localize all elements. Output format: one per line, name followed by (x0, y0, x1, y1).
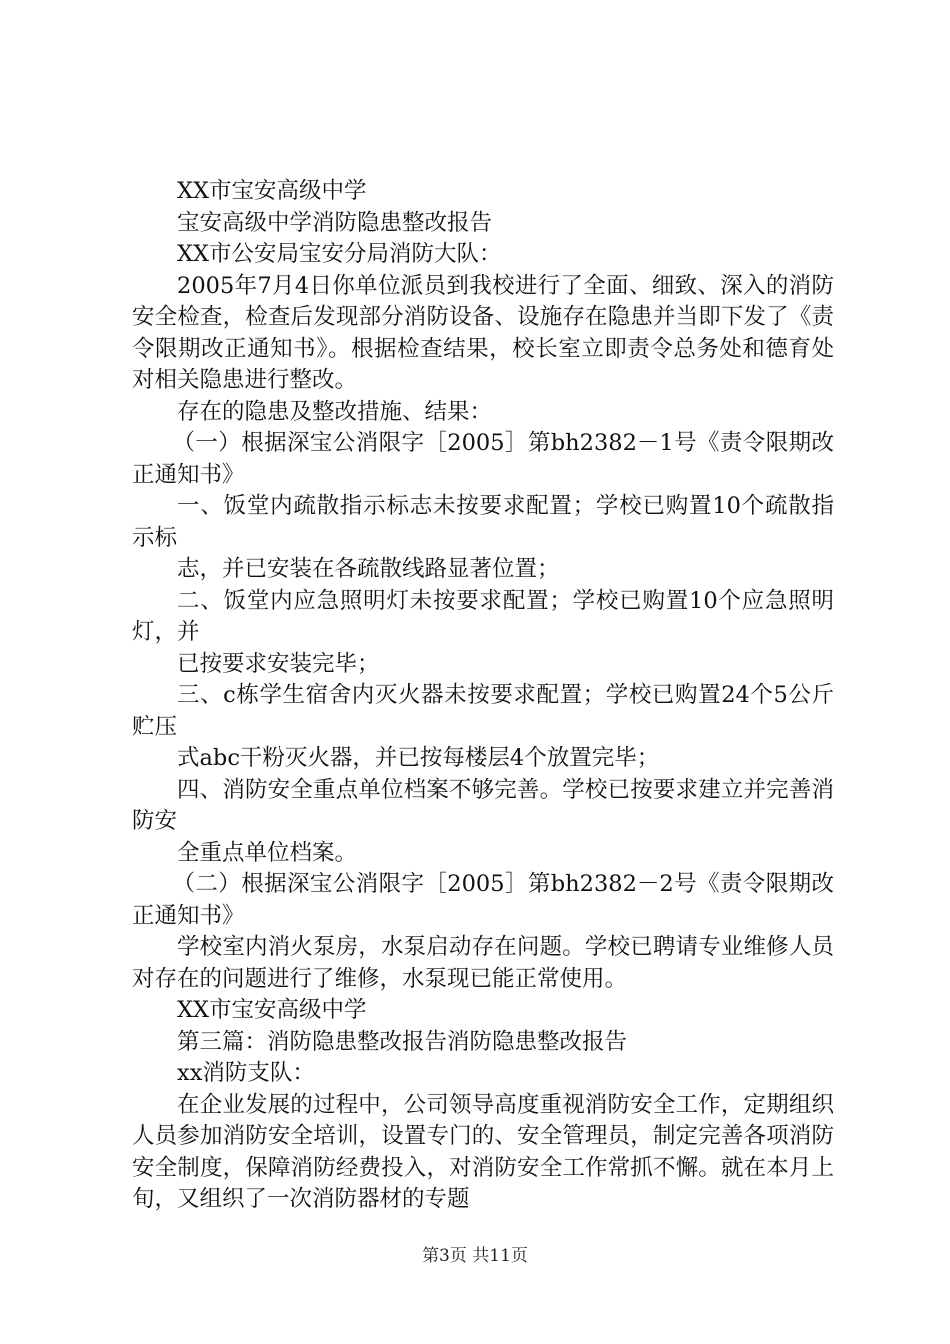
report-title: 宝安高级中学消防隐患整改报告 (177, 209, 493, 236)
addressee: XX市公安局宝安分局消防大队： (177, 241, 502, 267)
item-1-line-1: 一、饭堂内疏散指示标志未按要求配置；学校已购置10个疏散指示标 (132, 493, 834, 551)
item-3-line-2: 式abc干粉灭火器，并已按每楼层4个放置完毕； (177, 745, 660, 771)
school-name: XX市宝安高级中学 (177, 178, 367, 204)
item-3-line-1: 三、c栋学生宿舍内灭火器未按要求配置；学校已购置24个5公斤贮压 (132, 682, 834, 740)
paragraph-notice-2: （二）根据深宝公消限字［2005］第bh2382－2号《责令限期改正通知书》 (132, 871, 834, 929)
paragraph-pump-room: 学校室内消火泵房，水泵启动存在问题。学校已聘请专业维修人员对存在的问题进行了维修，水泵现已能正常使用。 (132, 934, 834, 992)
item-4-line-2: 全重点单位档案。 (177, 839, 358, 866)
paragraph-inspection: 2005年7月4日你单位派员到我校进行了全面、细致、深入的消防安全检查，检查后发现部分消防设备、设施存在隐患并当即下发了《责令限期改正通知书》。根据检查结果，校长室立即责令总务处和德育处对相关隐患进行整改。 (132, 272, 834, 393)
item-4-line-1: 四、消防安全重点单位档案不够完善。学校已按要求建立并完善消防安 (132, 776, 834, 834)
addressee-fire-brigade: xx消防支队： (177, 1060, 315, 1086)
paragraph-hazards-heading: 存在的隐患及整改措施、结果： (177, 398, 493, 425)
document-body (132, 176, 834, 1216)
item-1-line-2: 志，并已安装在各疏散线路显著位置； (177, 556, 560, 582)
signature-school-name: XX市宝安高级中学 (177, 997, 367, 1023)
paragraph-company-safety: 在企业发展的过程中，公司领导高度重视消防安全工作，定期组织人员参加消防安全培训，设置专门的、安全管理员，制定完善各项消防安全制度，保障消防经费投入，对消防安全工作常抓不懈。就在本月上旬，又组织了一次消防器材的专题 (132, 1091, 834, 1212)
item-2-line-2: 已按要求安装完毕； (177, 650, 380, 677)
section-three-title: 第三篇：消防隐患整改报告消防隐患整改报告 (177, 1028, 628, 1055)
page-footer: 第3页 共11页 (422, 1246, 528, 1266)
paragraph-notice-1: （一）根据深宝公消限字［2005］第bh2382－1号《责令限期改正通知书》 (132, 430, 834, 488)
item-2-line-1: 二、饭堂内应急照明灯未按要求配置；学校已购置10个应急照明灯，并 (132, 587, 834, 645)
